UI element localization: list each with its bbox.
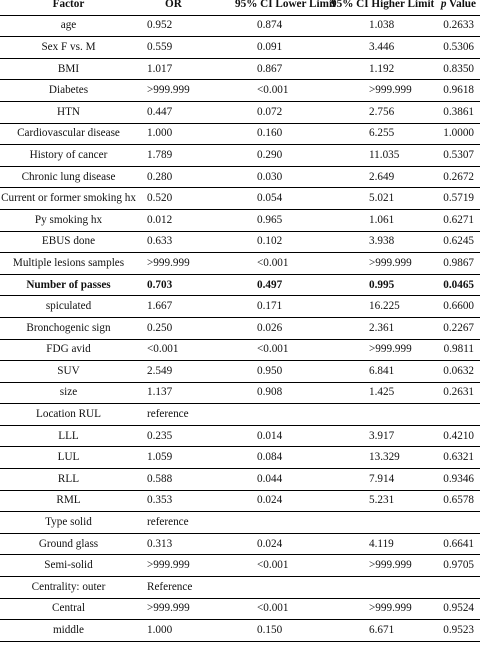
- cell-ci-higher: 2.649: [317, 166, 423, 188]
- table-body: [0, 15, 480, 641]
- table-row: [0, 101, 480, 123]
- cell-ci-higher: 11.035: [317, 145, 423, 167]
- table-row: [0, 188, 480, 210]
- cell-p-value: 0.2267: [423, 317, 480, 339]
- table-row: [0, 145, 480, 167]
- cell-p-value: 0.5719: [423, 188, 480, 210]
- cell-ci-higher: 2.361: [317, 317, 423, 339]
- cell-p-value: 0.9811: [423, 339, 480, 361]
- cell-ci-lower: [225, 404, 317, 426]
- header-p-suffix: Value: [446, 0, 476, 10]
- table-row: [0, 577, 480, 599]
- table-row: [0, 296, 480, 318]
- cell-factor: Py smoking hx: [0, 209, 141, 231]
- cell-p-value: 0.5307: [423, 145, 480, 167]
- cell-p-value: 0.6641: [423, 533, 480, 555]
- cell-ci-higher: 2.756: [317, 101, 423, 123]
- cell-p-value: 0.9618: [423, 80, 480, 102]
- cell-factor: LLL: [0, 425, 141, 447]
- cell-ci-lower: 0.171: [225, 296, 317, 318]
- cell-factor: Multiple lesions samples: [0, 253, 141, 275]
- cell-ci-higher: 1.038: [317, 15, 423, 37]
- cell-factor: RLL: [0, 469, 141, 491]
- cell-ci-lower: 0.072: [225, 101, 317, 123]
- cell-or: 2.549: [141, 361, 225, 383]
- cell-ci-lower: 0.084: [225, 447, 317, 469]
- cell-or: Reference: [141, 577, 225, 599]
- cell-ci-lower: 0.965: [225, 209, 317, 231]
- table-row: [0, 231, 480, 253]
- table-row: [0, 253, 480, 275]
- cell-ci-lower: 0.054: [225, 188, 317, 210]
- table-row: [0, 339, 480, 361]
- cell-ci-higher: 5.231: [317, 490, 423, 512]
- cell-or: 1.000: [141, 620, 225, 642]
- cell-p-value: 0.2631: [423, 382, 480, 404]
- header-p-letter: p: [440, 0, 447, 10]
- cell-factor: History of cancer: [0, 145, 141, 167]
- table-row: [0, 447, 480, 469]
- cell-or: 0.633: [141, 231, 225, 253]
- cell-ci-lower: <0.001: [225, 555, 317, 577]
- cell-factor: LUL: [0, 447, 141, 469]
- cell-ci-higher: [317, 512, 423, 534]
- table-row: [0, 361, 480, 383]
- cell-ci-lower: [225, 577, 317, 599]
- cell-factor: Semi-solid: [0, 555, 141, 577]
- table-row: [0, 209, 480, 231]
- cell-ci-higher: 6.671: [317, 620, 423, 642]
- cell-ci-lower: 0.026: [225, 317, 317, 339]
- cell-ci-lower: 0.160: [225, 123, 317, 145]
- cell-ci-lower: 0.497: [225, 274, 317, 296]
- cell-ci-lower: <0.001: [225, 80, 317, 102]
- cell-ci-lower: 0.874: [225, 15, 317, 37]
- cell-p-value: 0.9867: [423, 253, 480, 275]
- cell-or: 0.588: [141, 469, 225, 491]
- cell-p-value: 0.9705: [423, 555, 480, 577]
- cell-factor: EBUS done: [0, 231, 141, 253]
- table-row: [0, 469, 480, 491]
- cell-ci-higher: 5.021: [317, 188, 423, 210]
- cell-ci-lower: 0.290: [225, 145, 317, 167]
- cell-ci-higher: [317, 404, 423, 426]
- cell-ci-lower: 0.091: [225, 37, 317, 59]
- cell-ci-lower: 0.150: [225, 620, 317, 642]
- table-row: [0, 37, 480, 59]
- table-row: [0, 425, 480, 447]
- cell-ci-higher: 4.119: [317, 533, 423, 555]
- cell-ci-higher: 1.061: [317, 209, 423, 231]
- table-row: [0, 58, 480, 80]
- cell-or: 0.559: [141, 37, 225, 59]
- cell-or: 1.017: [141, 58, 225, 80]
- cell-ci-higher: >999.999: [317, 80, 423, 102]
- cell-p-value: 0.6578: [423, 490, 480, 512]
- cell-factor: age: [0, 15, 141, 37]
- cell-ci-lower: 0.030: [225, 166, 317, 188]
- cell-p-value: 0.6600: [423, 296, 480, 318]
- cell-p-value: 0.9524: [423, 598, 480, 620]
- table-row: [0, 533, 480, 555]
- table-row: [0, 274, 480, 296]
- header-ci-higher: 95% CI Higher Limit: [317, 0, 423, 15]
- table-row: [0, 317, 480, 339]
- cell-factor: Central: [0, 598, 141, 620]
- cell-ci-lower: 0.024: [225, 490, 317, 512]
- cell-or: 1.667: [141, 296, 225, 318]
- cell-ci-higher: 7.914: [317, 469, 423, 491]
- cell-ci-lower: 0.102: [225, 231, 317, 253]
- cell-factor: BMI: [0, 58, 141, 80]
- cell-ci-lower: 0.044: [225, 469, 317, 491]
- cell-p-value: 0.0465: [423, 274, 480, 296]
- cell-ci-higher: >999.999: [317, 339, 423, 361]
- cell-or: 0.012: [141, 209, 225, 231]
- cell-ci-higher: >999.999: [317, 253, 423, 275]
- cell-or: 1.789: [141, 145, 225, 167]
- cell-factor: Type solid: [0, 512, 141, 534]
- cell-factor: HTN: [0, 101, 141, 123]
- cell-factor: Current or former smoking hx: [0, 188, 141, 210]
- cell-factor: Location RUL: [0, 404, 141, 426]
- cell-or: >999.999: [141, 598, 225, 620]
- table-row: [0, 490, 480, 512]
- cell-ci-lower: <0.001: [225, 598, 317, 620]
- cell-factor: RML: [0, 490, 141, 512]
- cell-p-value: 0.0632: [423, 361, 480, 383]
- cell-p-value: 1.0000: [423, 123, 480, 145]
- header-factor: Factor: [0, 0, 141, 15]
- cell-or: 0.952: [141, 15, 225, 37]
- cell-or: 0.520: [141, 188, 225, 210]
- cell-p-value: 0.4210: [423, 425, 480, 447]
- cell-ci-higher: [317, 577, 423, 599]
- cell-ci-lower: 0.950: [225, 361, 317, 383]
- cell-p-value: [423, 577, 480, 599]
- table-row: [0, 382, 480, 404]
- table-row: [0, 15, 480, 37]
- cell-or: <0.001: [141, 339, 225, 361]
- cell-ci-higher: 6.841: [317, 361, 423, 383]
- cell-ci-higher: 3.938: [317, 231, 423, 253]
- cell-or: 1.059: [141, 447, 225, 469]
- table-row: [0, 404, 480, 426]
- cell-or: >999.999: [141, 253, 225, 275]
- cell-or: 0.447: [141, 101, 225, 123]
- cell-ci-lower: [225, 512, 317, 534]
- table-row: [0, 512, 480, 534]
- cell-ci-lower: 0.024: [225, 533, 317, 555]
- cell-factor: middle: [0, 620, 141, 642]
- cell-ci-lower: 0.867: [225, 58, 317, 80]
- table-row: [0, 123, 480, 145]
- cell-or: 1.000: [141, 123, 225, 145]
- cell-ci-lower: 0.014: [225, 425, 317, 447]
- cell-ci-higher: 1.192: [317, 58, 423, 80]
- cell-or: 0.235: [141, 425, 225, 447]
- cell-ci-higher: >999.999: [317, 598, 423, 620]
- table-row: [0, 620, 480, 642]
- table-row: [0, 80, 480, 102]
- header-ci-lower: 95% CI Lower Limit: [225, 0, 317, 15]
- cell-p-value: 0.6321: [423, 447, 480, 469]
- cell-ci-higher: 16.225: [317, 296, 423, 318]
- cell-p-value: 0.6245: [423, 231, 480, 253]
- cell-ci-higher: 0.995: [317, 274, 423, 296]
- cell-factor: Diabetes: [0, 80, 141, 102]
- cell-or: 0.250: [141, 317, 225, 339]
- cell-ci-higher: 3.917: [317, 425, 423, 447]
- cell-ci-lower: 0.908: [225, 382, 317, 404]
- cell-ci-higher: 13.329: [317, 447, 423, 469]
- cell-factor: FDG avid: [0, 339, 141, 361]
- cell-or: reference: [141, 512, 225, 534]
- cell-p-value: 0.5306: [423, 37, 480, 59]
- cell-ci-higher: 6.255: [317, 123, 423, 145]
- cell-factor: SUV: [0, 361, 141, 383]
- cell-or: 0.703: [141, 274, 225, 296]
- cell-factor: Chronic lung disease: [0, 166, 141, 188]
- cell-p-value: 0.2672: [423, 166, 480, 188]
- cell-p-value: 0.3861: [423, 101, 480, 123]
- cell-factor: size: [0, 382, 141, 404]
- cell-p-value: [423, 512, 480, 534]
- cell-p-value: 0.6271: [423, 209, 480, 231]
- header-row: [0, 0, 480, 15]
- cell-ci-lower: <0.001: [225, 253, 317, 275]
- cell-or: 0.353: [141, 490, 225, 512]
- cell-factor: Ground glass: [0, 533, 141, 555]
- cell-or: >999.999: [141, 555, 225, 577]
- cell-ci-lower: <0.001: [225, 339, 317, 361]
- cell-factor: Number of passes: [0, 274, 141, 296]
- table-row: [0, 555, 480, 577]
- cell-factor: Bronchogenic sign: [0, 317, 141, 339]
- table-row: [0, 598, 480, 620]
- cell-p-value: 0.2633: [423, 15, 480, 37]
- table-row: [0, 166, 480, 188]
- cell-factor: Sex F vs. M: [0, 37, 141, 59]
- cell-factor: Centrality: outer: [0, 577, 141, 599]
- cell-factor: Cardiovascular disease: [0, 123, 141, 145]
- cell-or: 0.280: [141, 166, 225, 188]
- cell-or: reference: [141, 404, 225, 426]
- cell-p-value: [423, 404, 480, 426]
- cell-p-value: 0.9346: [423, 469, 480, 491]
- cell-ci-higher: >999.999: [317, 555, 423, 577]
- cell-ci-higher: 3.446: [317, 37, 423, 59]
- cell-factor: spiculated: [0, 296, 141, 318]
- cell-or: 0.313: [141, 533, 225, 555]
- cell-or: >999.999: [141, 80, 225, 102]
- cell-or: 1.137: [141, 382, 225, 404]
- cell-p-value: 0.9523: [423, 620, 480, 642]
- header-or: OR: [141, 0, 225, 15]
- cell-p-value: 0.8350: [423, 58, 480, 80]
- cell-ci-higher: 1.425: [317, 382, 423, 404]
